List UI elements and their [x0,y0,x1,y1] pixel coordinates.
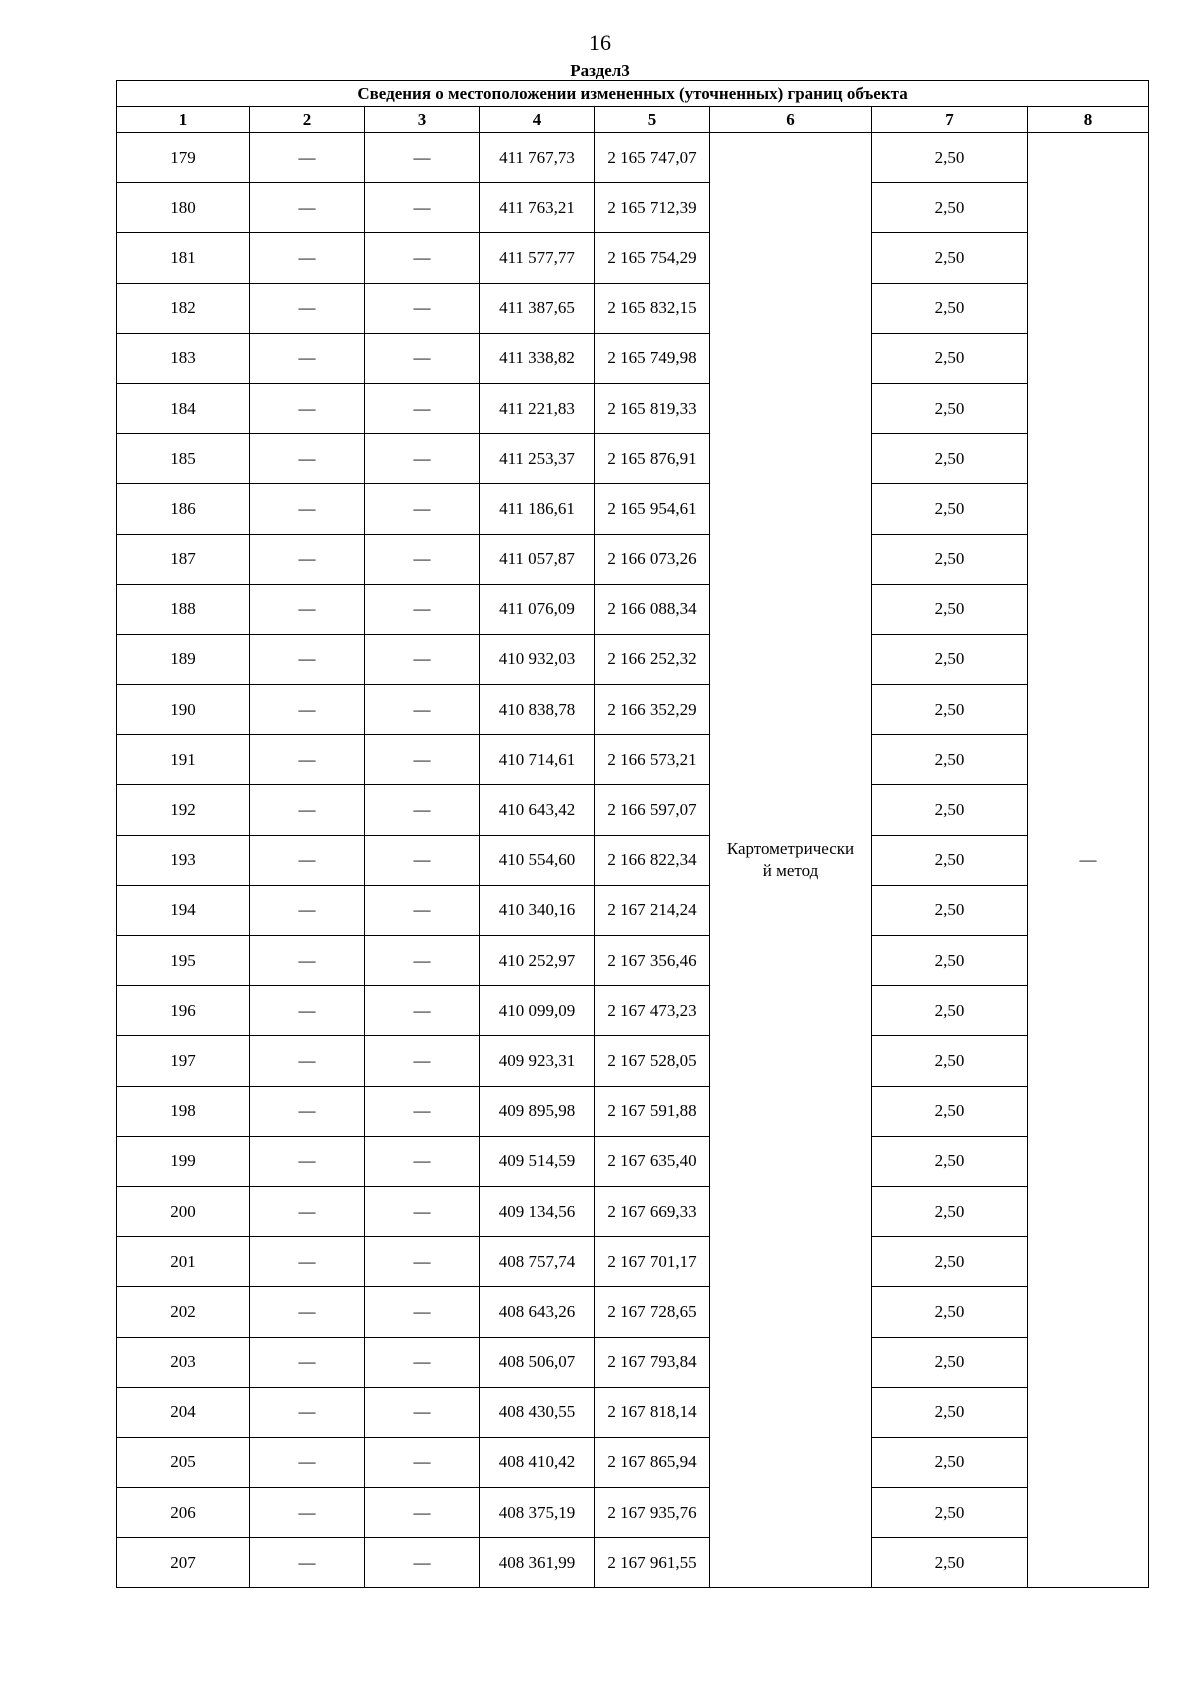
table-row [117,1287,1149,1337]
table-body [117,133,1149,1588]
y-coordinate: 2 165 819,33 [595,383,710,433]
col3-value: — [365,584,480,634]
table-row [117,1036,1149,1086]
x-coordinate: 410 932,03 [480,634,595,684]
accuracy-value: 2,50 [872,383,1028,433]
col3-value: — [365,885,480,935]
accuracy-value: 2,50 [872,333,1028,383]
table-row [117,484,1149,534]
col2-value: — [250,183,365,233]
point-number: 179 [117,133,250,183]
accuracy-value: 2,50 [872,584,1028,634]
y-coordinate: 2 166 352,29 [595,685,710,735]
col2-value: — [250,1086,365,1136]
col2-value: — [250,986,365,1036]
col3-value: — [365,785,480,835]
col2-value: — [250,283,365,333]
col3-value: — [365,735,480,785]
table-row [117,936,1149,986]
point-number: 197 [117,1036,250,1086]
accuracy-value: 2,50 [872,1036,1028,1086]
x-coordinate: 411 338,82 [480,333,595,383]
y-coordinate: 2 165 954,61 [595,484,710,534]
x-coordinate: 408 361,99 [480,1538,595,1588]
col2-value: — [250,936,365,986]
x-coordinate: 410 252,97 [480,936,595,986]
y-coordinate: 2 167 473,23 [595,986,710,1036]
col2-value: — [250,835,365,885]
y-coordinate: 2 166 073,26 [595,534,710,584]
point-number: 206 [117,1488,250,1538]
col3-value: — [365,1538,480,1588]
x-coordinate: 411 057,87 [480,534,595,584]
accuracy-value: 2,50 [872,283,1028,333]
column-number: 8 [1028,107,1149,133]
y-coordinate: 2 165 749,98 [595,333,710,383]
x-coordinate: 408 643,26 [480,1287,595,1337]
y-coordinate: 2 166 573,21 [595,735,710,785]
table-row [117,383,1149,433]
page-number: 16 [589,30,611,55]
col2-value: — [250,534,365,584]
column-number: 5 [595,107,710,133]
col3-value: — [365,1237,480,1287]
x-coordinate: 411 253,37 [480,434,595,484]
table-row [117,133,1149,183]
y-coordinate: 2 167 818,14 [595,1387,710,1437]
col2-value: — [250,383,365,433]
column-number: 7 [872,107,1028,133]
point-number: 193 [117,835,250,885]
table-row [117,333,1149,383]
table-row [117,1387,1149,1437]
col2-value: — [250,1437,365,1487]
x-coordinate: 409 923,31 [480,1036,595,1086]
accuracy-value: 2,50 [872,434,1028,484]
table-row [117,735,1149,785]
accuracy-value: 2,50 [872,735,1028,785]
table-row [117,1237,1149,1287]
accuracy-value: 2,50 [872,133,1028,183]
column-number: 3 [365,107,480,133]
accuracy-value: 2,50 [872,1287,1028,1337]
table-caption: Сведения о местоположении измененных (уточненных) границ объекта [117,81,1149,107]
point-number: 199 [117,1136,250,1186]
y-coordinate: 2 167 935,76 [595,1488,710,1538]
col3-value: — [365,333,480,383]
col2-value: — [250,885,365,935]
point-number: 192 [117,785,250,835]
y-coordinate: 2 165 832,15 [595,283,710,333]
col2-value: — [250,1387,365,1437]
point-number: 189 [117,634,250,684]
y-coordinate: 2 167 528,05 [595,1036,710,1086]
x-coordinate: 410 099,09 [480,986,595,1036]
x-coordinate: 410 643,42 [480,785,595,835]
x-coordinate: 408 430,55 [480,1387,595,1437]
col2-value: — [250,133,365,183]
y-coordinate: 2 165 712,39 [595,183,710,233]
table-row [117,1186,1149,1236]
col3-value: — [365,1186,480,1236]
point-number: 203 [117,1337,250,1387]
x-coordinate: 411 763,21 [480,183,595,233]
table-row [117,584,1149,634]
x-coordinate: 409 514,59 [480,1136,595,1186]
point-number: 180 [117,183,250,233]
col2-value: — [250,1488,365,1538]
x-coordinate: 408 506,07 [480,1337,595,1387]
point-number: 183 [117,333,250,383]
y-coordinate: 2 166 088,34 [595,584,710,634]
col3-value: — [365,434,480,484]
column-number: 2 [250,107,365,133]
col2-value: — [250,785,365,835]
x-coordinate: 410 838,78 [480,685,595,735]
point-number: 181 [117,233,250,283]
col2-value: — [250,1036,365,1086]
table-row [117,534,1149,584]
point-number: 204 [117,1387,250,1437]
table-row [117,1136,1149,1186]
y-coordinate: 2 165 876,91 [595,434,710,484]
col3-value: — [365,1437,480,1487]
y-coordinate: 2 166 822,34 [595,835,710,885]
table-row [117,785,1149,835]
accuracy-value: 2,50 [872,1538,1028,1588]
y-coordinate: 2 167 961,55 [595,1538,710,1588]
col2-value: — [250,1136,365,1186]
accuracy-value: 2,50 [872,1387,1028,1437]
col3-value: — [365,1387,480,1437]
col3-value: — [365,986,480,1036]
accuracy-value: 2,50 [872,1237,1028,1287]
col3-value: — [365,634,480,684]
y-coordinate: 2 167 214,24 [595,885,710,935]
col3-value: — [365,1337,480,1387]
accuracy-value: 2,50 [872,1186,1028,1236]
accuracy-value: 2,50 [872,685,1028,735]
point-number: 200 [117,1186,250,1236]
table-row [117,685,1149,735]
col2-value: — [250,735,365,785]
point-number: 196 [117,986,250,1036]
col3-value: — [365,685,480,735]
col3-value: — [365,936,480,986]
x-coordinate: 411 577,77 [480,233,595,283]
x-coordinate: 408 757,74 [480,1237,595,1287]
y-coordinate: 2 167 728,65 [595,1287,710,1337]
point-number: 195 [117,936,250,986]
y-coordinate: 2 167 591,88 [595,1086,710,1136]
accuracy-value: 2,50 [872,484,1028,534]
column-number-row [117,107,1149,133]
y-coordinate: 2 167 669,33 [595,1186,710,1236]
point-number: 194 [117,885,250,935]
table-row [117,233,1149,283]
accuracy-value: 2,50 [872,1086,1028,1136]
x-coordinate: 410 340,16 [480,885,595,935]
table-row [117,986,1149,1036]
point-number: 201 [117,1237,250,1287]
col3-value: — [365,484,480,534]
accuracy-value: 2,50 [872,785,1028,835]
column-number: 1 [117,107,250,133]
x-coordinate: 408 410,42 [480,1437,595,1487]
table-row [117,1488,1149,1538]
y-coordinate: 2 166 252,32 [595,634,710,684]
point-number: 190 [117,685,250,735]
accuracy-value: 2,50 [872,233,1028,283]
table-row [117,283,1149,333]
col3-value: — [365,283,480,333]
x-coordinate: 408 375,19 [480,1488,595,1538]
y-coordinate: 2 165 754,29 [595,233,710,283]
table-row [117,1538,1149,1588]
y-coordinate: 2 167 793,84 [595,1337,710,1387]
method-line: й метод [762,861,819,881]
method-cell [710,133,872,1588]
table-row [117,835,1149,885]
x-coordinate: 411 186,61 [480,484,595,534]
table-row [117,1086,1149,1136]
col2-value: — [250,1538,365,1588]
col3-value: — [365,1036,480,1086]
y-coordinate: 2 167 635,40 [595,1136,710,1186]
point-number: 207 [117,1538,250,1588]
col3-value: — [365,183,480,233]
y-coordinate: 2 167 701,17 [595,1237,710,1287]
y-coordinate: 2 167 865,94 [595,1437,710,1487]
col2-value: — [250,1237,365,1287]
point-number: 202 [117,1287,250,1337]
table-row [117,1437,1149,1487]
accuracy-value: 2,50 [872,1136,1028,1186]
column-number: 6 [710,107,872,133]
accuracy-value: 2,50 [872,1437,1028,1487]
col2-value: — [250,685,365,735]
accuracy-value: 2,50 [872,534,1028,584]
col2-value: — [250,1186,365,1236]
point-number: 205 [117,1437,250,1487]
accuracy-value: 2,50 [872,183,1028,233]
point-number: 186 [117,484,250,534]
x-coordinate: 410 554,60 [480,835,595,885]
col3-value: — [365,1086,480,1136]
x-coordinate: 411 387,65 [480,283,595,333]
x-coordinate: 411 767,73 [480,133,595,183]
accuracy-value: 2,50 [872,634,1028,684]
table-row [117,434,1149,484]
x-coordinate: 409 895,98 [480,1086,595,1136]
method-line: Картометрически [726,839,855,859]
point-number: 187 [117,534,250,584]
boundary-table [116,80,1149,1588]
table-row [117,183,1149,233]
col2-value: — [250,484,365,534]
x-coordinate: 409 134,56 [480,1186,595,1236]
y-coordinate: 2 167 356,46 [595,936,710,986]
table-row [117,634,1149,684]
point-number: 198 [117,1086,250,1136]
col2-value: — [250,1287,365,1337]
col3-value: — [365,383,480,433]
y-coordinate: 2 166 597,07 [595,785,710,835]
y-coordinate: 2 165 747,07 [595,133,710,183]
col8-value: — [1028,133,1149,1588]
col3-value: — [365,1136,480,1186]
table-row [117,1337,1149,1387]
accuracy-value: 2,50 [872,936,1028,986]
accuracy-value: 2,50 [872,835,1028,885]
x-coordinate: 410 714,61 [480,735,595,785]
x-coordinate: 411 221,83 [480,383,595,433]
table-row [117,885,1149,935]
x-coordinate: 411 076,09 [480,584,595,634]
column-number: 4 [480,107,595,133]
col2-value: — [250,634,365,684]
col3-value: — [365,1287,480,1337]
point-number: 184 [117,383,250,433]
col2-value: — [250,233,365,283]
section-title: Раздел3 [570,61,630,80]
accuracy-value: 2,50 [872,885,1028,935]
col3-value: — [365,233,480,283]
accuracy-value: 2,50 [872,1337,1028,1387]
col3-value: — [365,534,480,584]
point-number: 185 [117,434,250,484]
col2-value: — [250,333,365,383]
col2-value: — [250,1337,365,1387]
col2-value: — [250,584,365,634]
accuracy-value: 2,50 [872,1488,1028,1538]
col2-value: — [250,434,365,484]
col3-value: — [365,1488,480,1538]
col3-value: — [365,133,480,183]
col3-value: — [365,835,480,885]
point-number: 188 [117,584,250,634]
point-number: 182 [117,283,250,333]
point-number: 191 [117,735,250,785]
accuracy-value: 2,50 [872,986,1028,1036]
